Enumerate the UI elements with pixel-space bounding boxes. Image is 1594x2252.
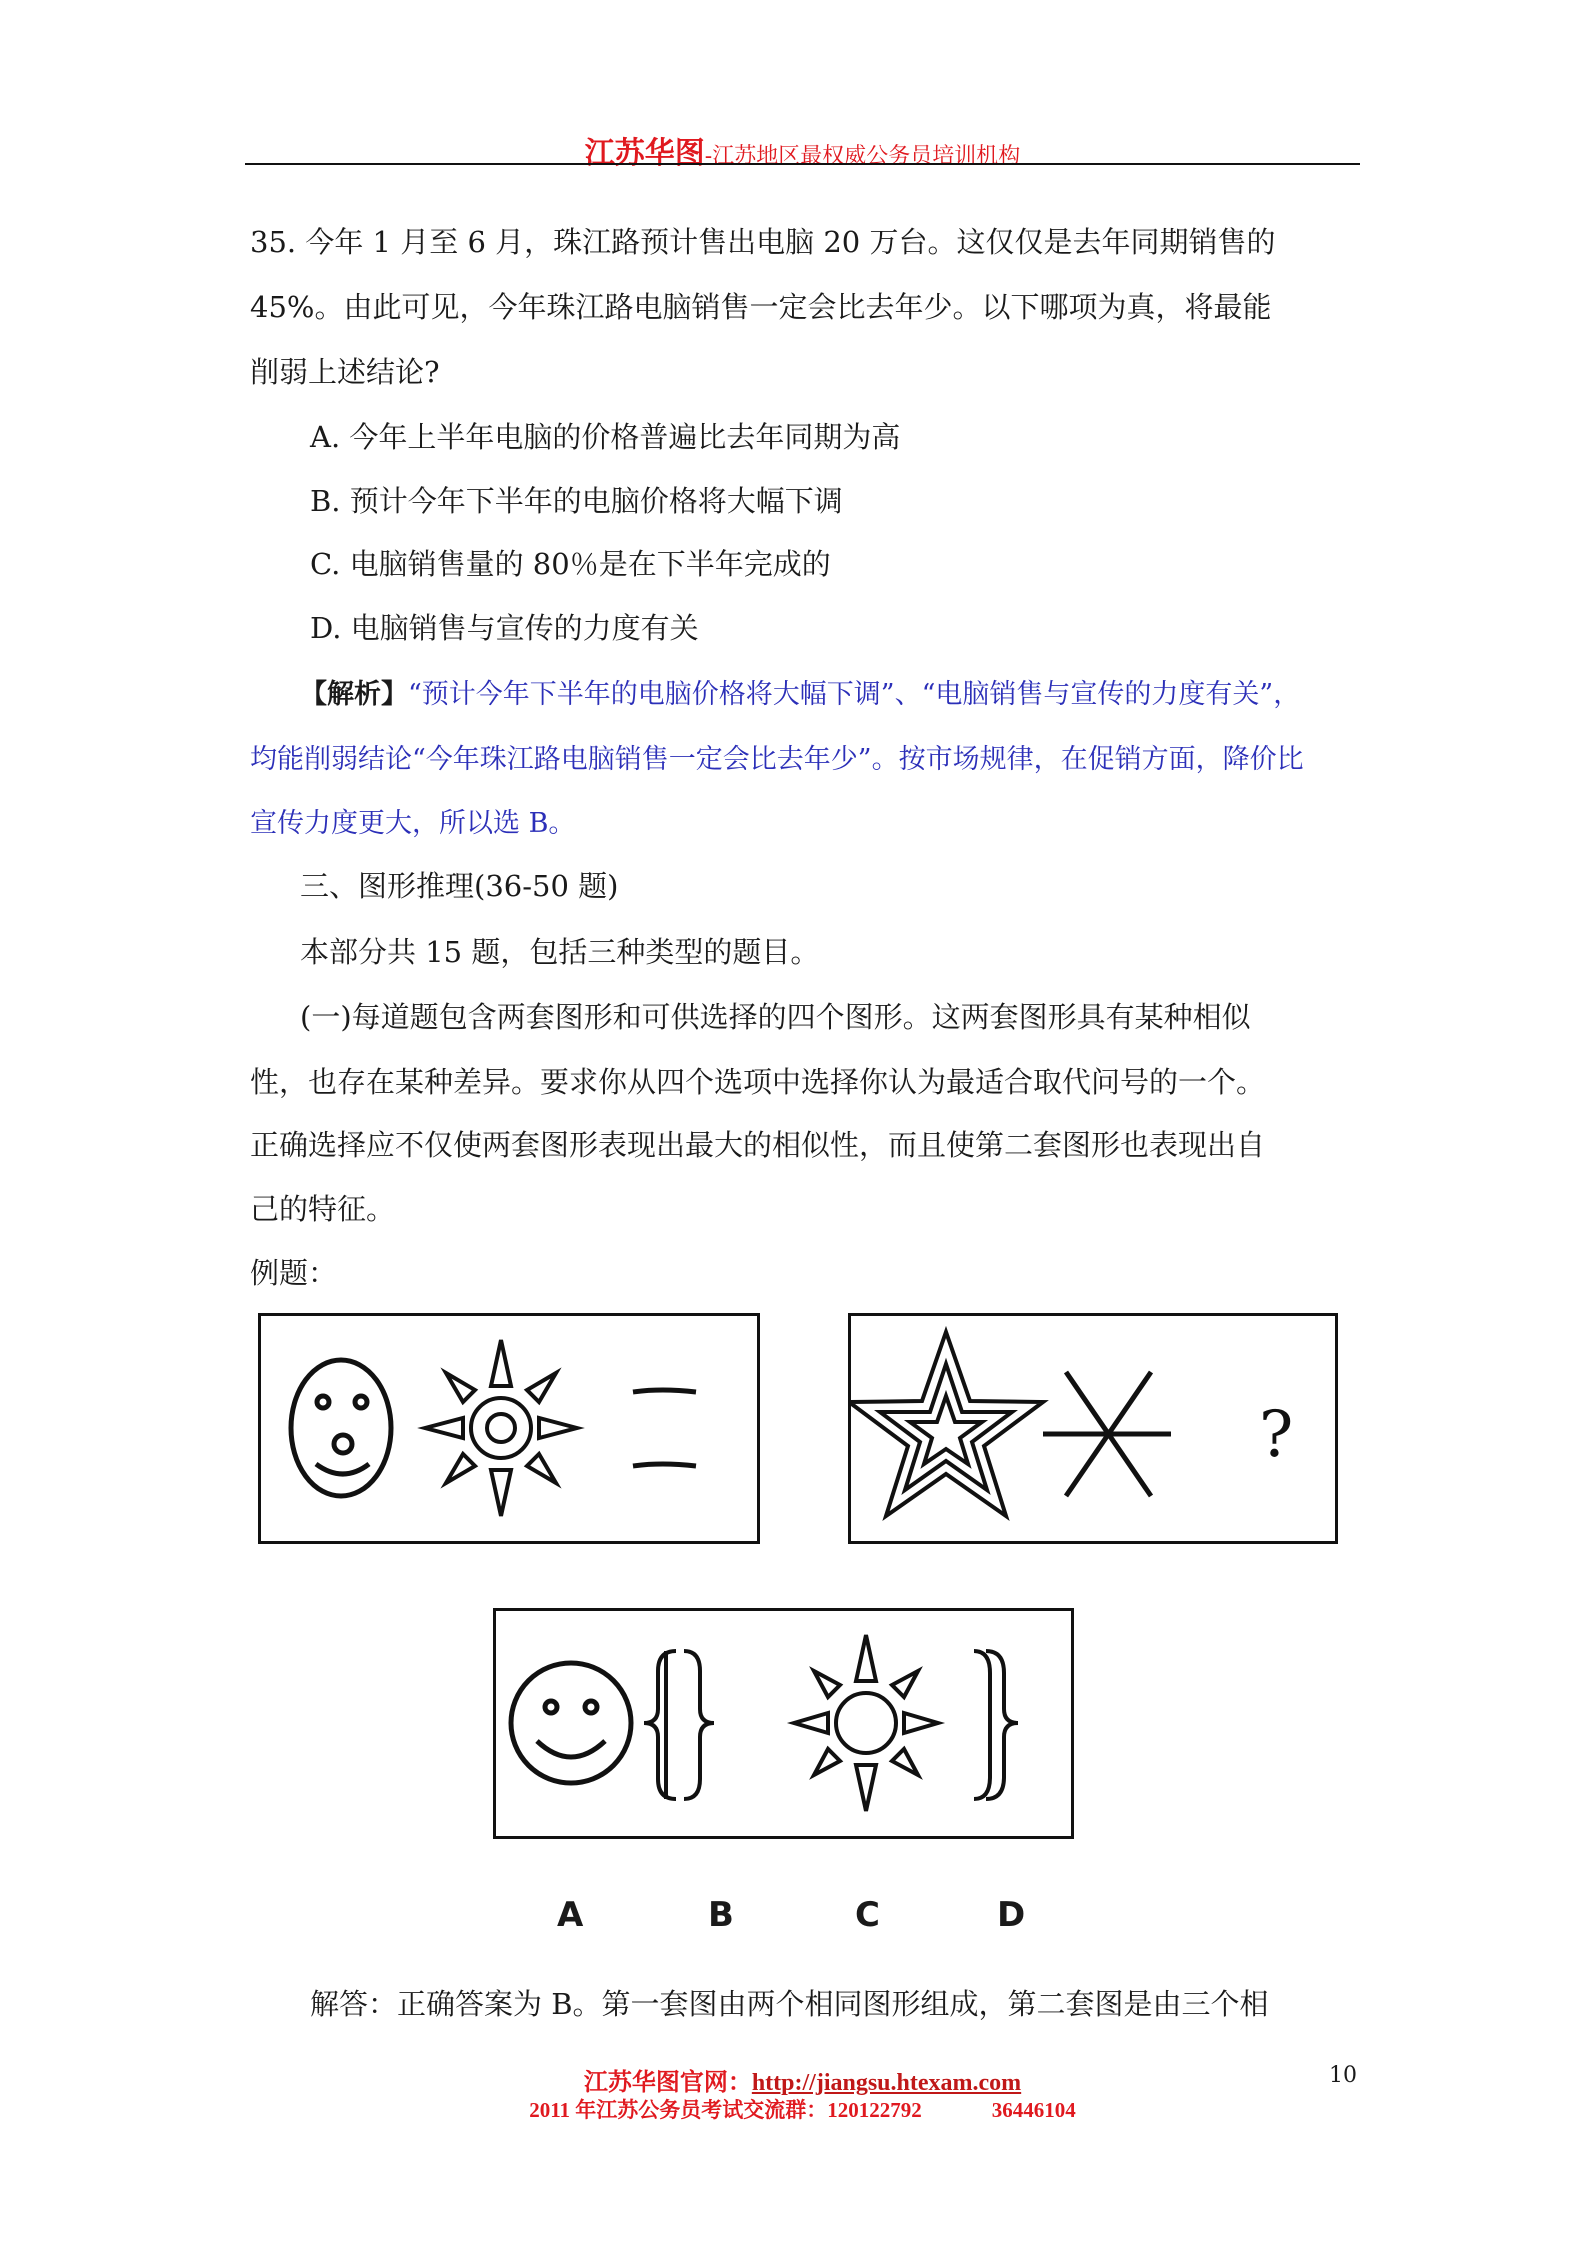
figure-options-drawing	[496, 1611, 1071, 1836]
face-nose	[334, 1435, 352, 1453]
example-label: 例题：	[250, 1256, 338, 1290]
footer-site-link[interactable]: http://jiangsu.htexam.com	[751, 2070, 1022, 2096]
figure-options	[493, 1608, 1074, 1839]
nested-star-icon	[851, 1332, 1043, 1516]
double-line-icon	[633, 1390, 696, 1466]
asterisk-lines-icon	[1043, 1372, 1171, 1496]
facing-braces-icon	[644, 1651, 714, 1799]
footer-group	[245, 2094, 1360, 2124]
header-rule	[245, 163, 1360, 165]
footer-group-2: 36446104	[991, 2098, 1076, 2122]
option-label-b: B	[708, 1895, 734, 1935]
rules-line-4: 己的特征。	[250, 1192, 396, 1226]
question-stem-line-3: 削弱上述结论?	[250, 355, 440, 389]
sun-icon	[794, 1635, 938, 1811]
analysis-line-3: 宣传力度更大，所以选 B。	[250, 808, 576, 839]
option-label-d: D	[997, 1895, 1026, 1935]
analysis-line-1	[300, 675, 1300, 715]
option-label-a: A	[557, 1895, 584, 1935]
face-mouth	[316, 1464, 369, 1474]
answer-text: 解答：正确答案为 B。第一套图由两个相同图形组成，第二套图是由三个相	[310, 1987, 1269, 2021]
question-stem-line-2: 45%。由此可见，今年珠江路电脑销售一定会比去年少。以下哪项为真，将最能	[250, 290, 1272, 324]
analysis-tag: 【解析】	[300, 679, 408, 710]
figure-set-2-drawing	[851, 1316, 1335, 1541]
smiley-face-icon	[511, 1663, 631, 1783]
section-title: 三、图形推理(36-50 题)	[300, 869, 619, 903]
rules-line-2: 性，也存在某种差异。要求你从四个选项中选择你认为最适合取代问号的一个。	[250, 1065, 1266, 1099]
rules-line-1: (一)每道题包含两套图形和可供选择的四个图形。这两套图形具有某种相似	[300, 1000, 1251, 1034]
face-eye	[317, 1396, 329, 1408]
sun-icon	[425, 1340, 577, 1516]
page-header	[245, 128, 1360, 172]
figure-set-2	[848, 1313, 1338, 1544]
option-c: C. 电脑销售量的 80％是在下半年完成的	[310, 547, 831, 581]
face-eye	[355, 1396, 367, 1408]
analysis-line-2: 均能削弱结论“今年珠江路电脑销售一定会比去年少”。按市场规律，在促销方面，降价比	[250, 744, 1304, 775]
option-label-c: C	[855, 1895, 880, 1935]
brace-icon	[974, 1651, 1018, 1799]
footer-group-label: 2011 年江苏公务员考试交流群：	[529, 2098, 828, 2122]
option-d: D. 电脑销售与宣传的力度有关	[310, 611, 699, 645]
figure-set-1-drawing	[261, 1316, 757, 1541]
footer-site-label: 江苏华图官网：	[583, 2070, 752, 2096]
footer-site	[245, 2062, 1360, 2097]
option-b: B. 预计今年下半年的电脑价格将大幅下调	[310, 484, 843, 518]
section-intro: 本部分共 15 题，包括三种类型的题目。	[300, 935, 820, 969]
question-stem-line-1: 35. 今年 1 月至 6 月，珠江路预计售出电脑 20 万台。这仅仅是去年同期销售的	[250, 225, 1276, 259]
option-a: A. 今年上半年电脑的价格普遍比去年同期为高	[310, 420, 901, 454]
header-tagline: -江苏地区最权威公务员培训机构	[704, 144, 1021, 169]
header-brand: 江苏华图	[584, 136, 705, 171]
analysis-text-1: “预计今年下半年的电脑价格将大幅下调”、“电脑销售与宣传的力度有关”，	[408, 679, 1301, 710]
page-number: 10	[1329, 2063, 1357, 2088]
figure-set-1	[258, 1313, 760, 1544]
footer-group-1: 120122792	[827, 2098, 922, 2122]
question-mark: ?	[1259, 1398, 1294, 1472]
rules-line-3: 正确选择应不仅使两套图形表现出最大的相似性，而且使第二套图形也表现出自	[250, 1128, 1266, 1162]
